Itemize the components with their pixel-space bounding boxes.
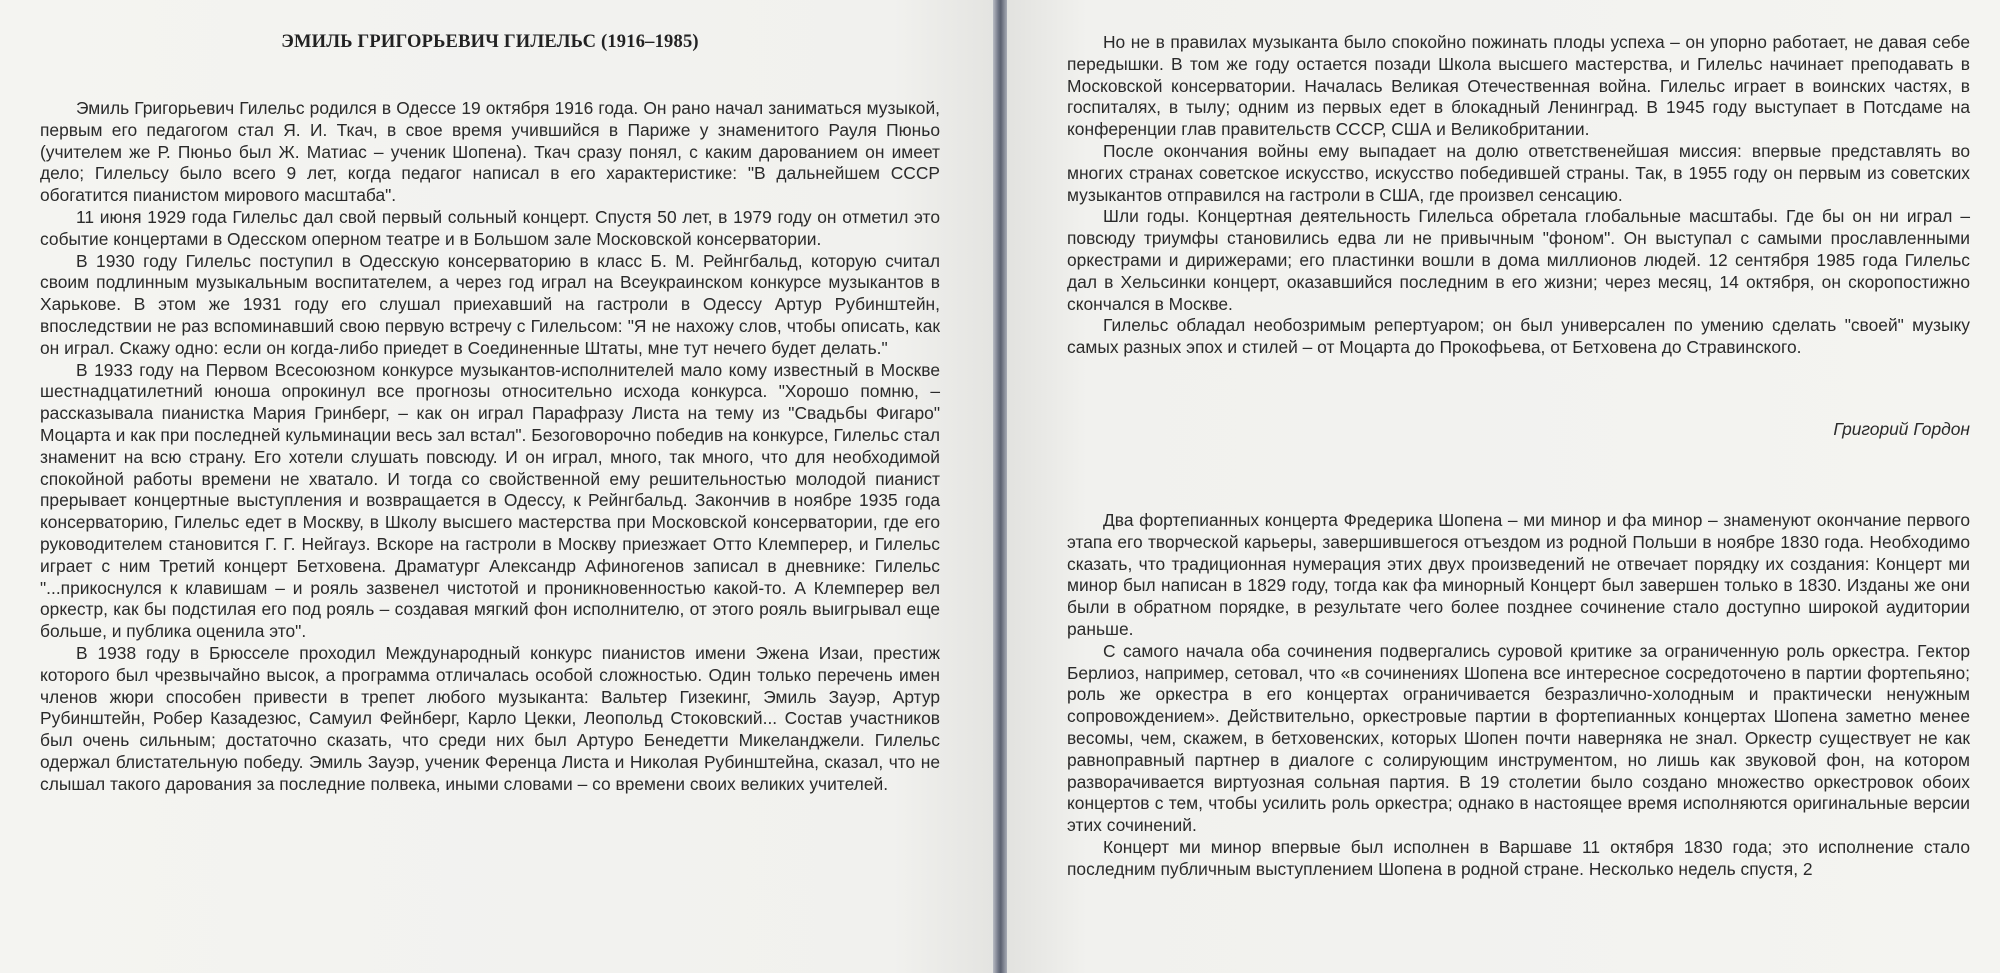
paragraph: После окончания войны ему выпадает на долю ответственейшая миссия: впервые представлять во многих странах советское искусство, искусство победившей страны. Так, в 1955 году он первым из советских музыкантов отправился на гастроли в США, где произвел сенсацию.	[1067, 140, 1970, 205]
paragraph: Но не в правилах музыканта было спокойно пожинать плоды успеха – он упорно работает, не давая себе передышки. В том же году остается позади Школа высшего мастерства, и Гилельс начинает преподавать в Московской консерватории. Началась Великая Отечественная война. Гилельс играет в воинских частях, в госпиталях, в тылу; одним из первых едет в блокадный Ленинград. В 1945 году выступает в Потсдаме на конференции глав правительств СССР, США и Великобритании.	[1067, 32, 1970, 140]
left-page	[0, 0, 993, 973]
paragraph: 11 июня 1929 года Гилельс дал свой первый сольный концерт. Спустя 50 лет, в 1979 году он отметил это событие концертами в Одесском оперном театре и в Большом зале Московской консерватории.	[40, 206, 940, 249]
author-signature: Григорий Гордон	[1833, 419, 1970, 439]
article-title: ЭМИЛЬ ГРИГОРЬЕВИЧ ГИЛЕЛЬС (1916–1985)	[281, 32, 699, 52]
paragraph: В 1938 году в Брюсселе проходил Международный конкурс пианистов имени Эжена Изаи, престиж которого был чрезвычайно высок, а программа отличалась особой сложностью. Один только перечень имен членов жюри способен привести в трепет любого музыканта: Вальтер Гизекинг, Эмиль Зауэр, Артур Рубинштейн, Робер Казадезюс, Самуил Фейнберг, Карло Цекки, Леопольд Стоковский... Состав участников был очень сильным; достаточно сказать, что среди них был Артуро Бенедетти Микеланджели. Гилельс одержал блистательную победу. Эмиль Зауэр, ученик Ференца Листа и Николая Рубинштейна, сказал, что не слышал такого дарования за последние полвека, иными словами – со времени своих великих учителей.	[40, 642, 940, 794]
paragraph: Шли годы. Концертная деятельность Гилельса обретала глобальные масштабы. Где бы он ни играл – повсюду триумфы становились едва ли не привычным "фоном". Он выступал с самыми прославленными оркестрами и дирижерами; его пластинки вошли в дома миллионов людей. 12 сентября 1985 года Гилельс дал в Хельсинки концерт, оказавшийся последним в его жизни; через месяц, 14 октября, он скоропостижно скончался в Москве.	[1067, 206, 1970, 314]
paragraph: Гилельс обладал необозримым репертуаром; он был универсален по умению сделать "своей" музыку самых разных эпох и стилей – от Моцарта до Прокофьева, от Бетховена до Стравинского.	[1067, 315, 1970, 358]
paragraph: Эмиль Григорьевич Гилельс родился в Одессе 19 октября 1916 года. Он рано начал заниматься музыкой, первым его педагогом стал Я. И. Ткач, в свое время учившийся в Париже у знаменитого Рауля Пюньо (учителем же Р. Пюньо был Ж. Матиас – ученик Шопена). Ткач сразу понял, с каким дарованием он имеет дело; Гилельсу было всего 9 лет, когда педагог написал в его характеристике: "В дальнейшем СССР обогатится пианистом мирового масштаба".	[40, 98, 940, 206]
paragraph: В 1933 году на Первом Всесоюзном конкурсе музыкантов-исполнителей мало кому известный в Москве шестнадцатилетний юноша опрокинул все прогнозы относительно исхода конкурса. "Хорошо помню, – рассказывала пианистка Мария Гринберг, – как он играл Парафразу Листа на тему из "Свадьбы Фигаро" Моцарта и как при последней кульминации весь зал встал". Безоговорочно победив на конкурсе, Гилельс стал знаменит на всю страну. Его хотели слушать повсюду. И он играл, много, так много, что для необходимой спокойной работы времени не хватало. И тогда со свойственной ему решительностью молодой пианист прерывает концертные выступления и возвращается в Одессу, к Рейнгбальд. Закончив в ноябре 1935 года консерваторию, Гилельс едет в Москву, в Школу высшего мастерства при Московской консерватории, где его руководителем становится Г. Г. Нейгауз. Вскоре на гастроли в Москву приезжает Отто Клемперер, и Гилельс играет с ним Третий концерт Бетховена. Драматург Александр Афиногенов записал в дневнике: Гилельс "...прикоснулся к клавишам – и рояль зазвенел чистотой и проникновенностью какой-то. А Клемперер вел оркестр, как бы подстилая его под рояль – создавая мягкий фон исполнителю, от этого рояль выигрывал еще больше, и публика оценила это".	[40, 359, 940, 642]
paragraph: Концерт ми минор впервые был исполнен в Варшаве 11 октября 1830 года; это исполнение стало последним публичным выступлением Шопена в родной стране. Несколько недель спустя, 2	[1067, 836, 1970, 879]
concerto-notes-text	[1067, 510, 1970, 881]
right-page	[1007, 0, 2000, 973]
paragraph: В 1930 году Гилельс поступил в Одесскую консерваторию в класс Б. М. Рейнгбальд, которую считал своим подлинным музыкальным воспитателем, а через год играл на Всеукраинском конкурсе музыкантов в Харькове. В этом же 1931 году его слушал приехавший на гастроли в Одессу Артур Рубинштейн, впоследствии не раз вспоминавший свою первую встречу с Гилельсом: "Я не нахожу слов, чтобы описать, как он играл. Скажу одно: если он когда-либо приедет в Соединенные Штаты, мне тут нечего будет делать."	[40, 250, 940, 358]
paragraph: С самого начала оба сочинения подвергались суровой критике за ограниченную роль оркестра. Гектор Берлиоз, например, сетовал, что «в сочинениях Шопена все интересное сосредоточено в партии фортепьяно; роль же оркестра в его концертах ограничивается безразлично-холодным и практически ненужным сопровождением». Действительно, оркестровые партии в фортепианных концертах Шопена заметно менее весомы, чем, скажем, в бетховенских, которых Шопен почти наверняка не знал. Оркестр существует не как равноправный партнер в диалоге с солирующим инструментом, но лишь как звуковой фон, на котором разворачивается виртуозная сольная партия. В 19 столетии было создано множество оркестровок обоих концертов с тем, чтобы усилить роль оркестра; однако в настоящее время исполняются оригинальные версии этих сочинений.	[1067, 640, 1970, 836]
left-body-text	[40, 98, 940, 796]
book-spine	[993, 0, 1007, 973]
paragraph: Два фортепианных концерта Фредерика Шопена – ми минор и фа минор – знаменуют окончание первого этапа его творческой карьеры, завершившегося отъездом из родной Польши в ноябре 1830 года. Необходимо сказать, что традиционная нумерация этих двух произведений не отвечает порядку их создания: Концерт ми минор был написан в 1829 году, тогда как фа минорный Концерт был завершен только в 1830. Изданы же они были в обратном порядке, в результате чего более позднее сочинение стало доступно широкой аудитории раньше.	[1067, 510, 1970, 639]
biography-continued-text	[1067, 32, 1970, 359]
